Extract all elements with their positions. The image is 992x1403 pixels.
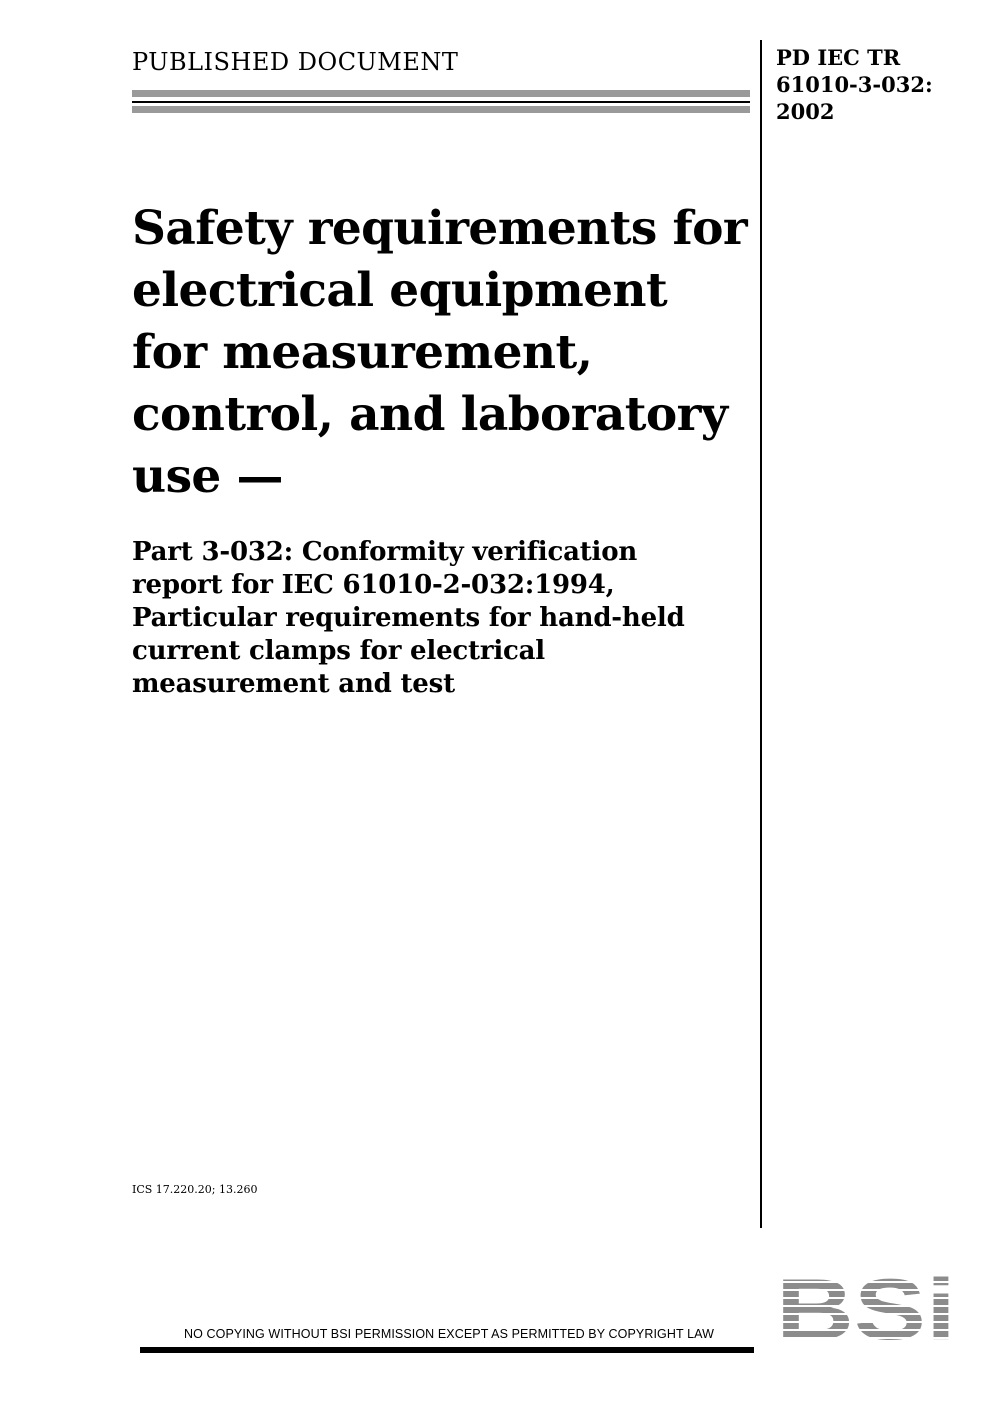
main-title-line: for measurement, xyxy=(132,325,593,380)
document-number xyxy=(776,44,933,125)
document-number-line: 2002 xyxy=(776,99,835,124)
subtitle-line: Particular requirements for hand-held xyxy=(132,603,685,633)
header-rule-black-1 xyxy=(132,101,750,103)
ics-code: ICS 17.220.20; 13.260 xyxy=(132,1183,258,1196)
copyright-notice: NO COPYING WITHOUT BSI PERMISSION EXCEPT AS PERMITTED BY COPYRIGHT LAW xyxy=(183,1327,714,1341)
header-rule-grey-2 xyxy=(132,106,750,113)
footer-rule xyxy=(140,1347,754,1353)
document-type-label: PUBLISHED DOCUMENT xyxy=(132,48,459,76)
document-number-line: PD IEC TR xyxy=(776,45,901,70)
main-title-line: control, and laboratory xyxy=(132,387,728,442)
header-rule-grey-1 xyxy=(132,90,750,97)
main-title-line: Safety requirements for xyxy=(132,201,747,256)
subtitle xyxy=(132,536,752,701)
main-title-line: electrical equipment xyxy=(132,263,668,318)
subtitle-line: report for IEC 61010-2-032:1994, xyxy=(132,570,615,600)
main-title xyxy=(132,198,762,508)
subtitle-line: current clamps for electrical xyxy=(132,636,545,666)
document-number-line: 61010-3-032: xyxy=(776,72,933,97)
bsi-logo xyxy=(776,1275,956,1343)
subtitle-line: Part 3-032: Conformity verification xyxy=(132,537,638,567)
subtitle-line: measurement and test xyxy=(132,669,455,699)
main-title-line: use — xyxy=(132,449,283,504)
